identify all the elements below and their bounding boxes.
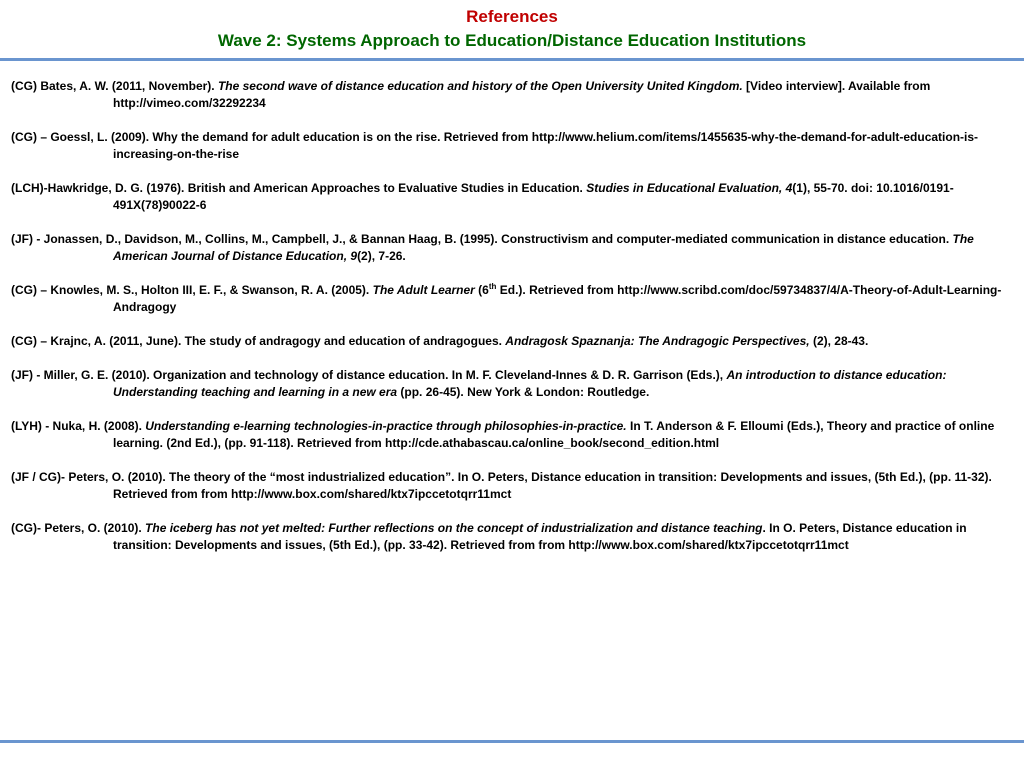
reference-knowles: (CG) – Knowles, M. S., Holton III, E. F., & Swanson, R. A. (2005). The Adult Learner (6th Ed.). Retrieved from http://www.scribd.com/doc/59734837/4/A-Theory-of-Adult-Learning-Andragogy bbox=[11, 282, 1002, 314]
reference-list bbox=[11, 66, 1011, 571]
bottom-divider bbox=[0, 740, 1024, 743]
page-subtitle: Wave 2: Systems Approach to Education/Distance Education Institutions bbox=[217, 31, 807, 50]
reference-goessl: (CG) – Goessl, L. (2009). Why the demand for adult education is on the rise. Retrieved from http://www.helium.com/items/1455635-why-the-demand-for-adult-education-is-increasing-on-the-rise bbox=[11, 130, 979, 161]
reference-nuka: (LYH) - Nuka, H. (2008). Understanding e-learning technologies-in-practice through philosophies-in-practice. In T. Anderson & F. Elloumi (Eds.), Theory and practice of online learning. (2nd Ed.), (pp. 91-118). Retrieved from http://cde.athabascau.ca/online_book/second_edition.html bbox=[11, 419, 995, 450]
reference-peters-iceberg: (CG)- Peters, O. (2010). The iceberg has not yet melted: Further reflections on the concept of industrialization and distance teaching. In O. Peters, Distance education in transition: Developments and issues, (5th Ed.), (pp. 33-42). Retrieved from from http://www.box.com/shared/ktx7ipccetotqrr11mct bbox=[11, 521, 967, 552]
reference-miller: (JF) - Miller, G. E. (2010). Organization and technology of distance education. In M. F. Cleveland-Innes & D. R. Garrison (Eds.), An introduction to distance education: Understanding teaching and learning in a new era (pp. 26-45). New York & London: Routledge. bbox=[11, 368, 947, 399]
reference-krajnc: (CG) – Krajnc, A. (2011, June). The study of andragogy and education of andragogues. Andragosk Spaznanja: The Andragogic Perspectives, (2), 28-43. bbox=[11, 334, 869, 348]
top-divider bbox=[0, 58, 1024, 61]
page-title: References bbox=[466, 7, 558, 26]
reference-peters-theory: (JF / CG)- Peters, O. (2010). The theory of the “most industrialized education”. In O. Peters, Distance education in transition: Developments and issues, (5th Ed.), (pp. 11-32). Retrieved from from http://www.box.com/shared/ktx7ipccetotqrr11mct bbox=[11, 470, 992, 501]
reference-jonassen: (JF) - Jonassen, D., Davidson, M., Collins, M., Campbell, J., & Bannan Haag, B. (1995). Constructivism and computer-mediated communication in distance education. The American Journal of Distance Education, 9(2), 7-26. bbox=[11, 232, 974, 263]
reference-hawkridge: (LCH)-Hawkridge, D. G. (1976). British and American Approaches to Evaluative Studies in Education. Studies in Educational Evaluation, 4(1), 55-70. doi: 10.1016/0191-491X(78)90022-6 bbox=[11, 181, 954, 212]
reference-bates: (CG) Bates, A. W. (2011, November). The second wave of distance education and history of the Open University United Kingdom. [Video interview]. Available from http://vimeo.com/32292234 bbox=[11, 79, 931, 110]
